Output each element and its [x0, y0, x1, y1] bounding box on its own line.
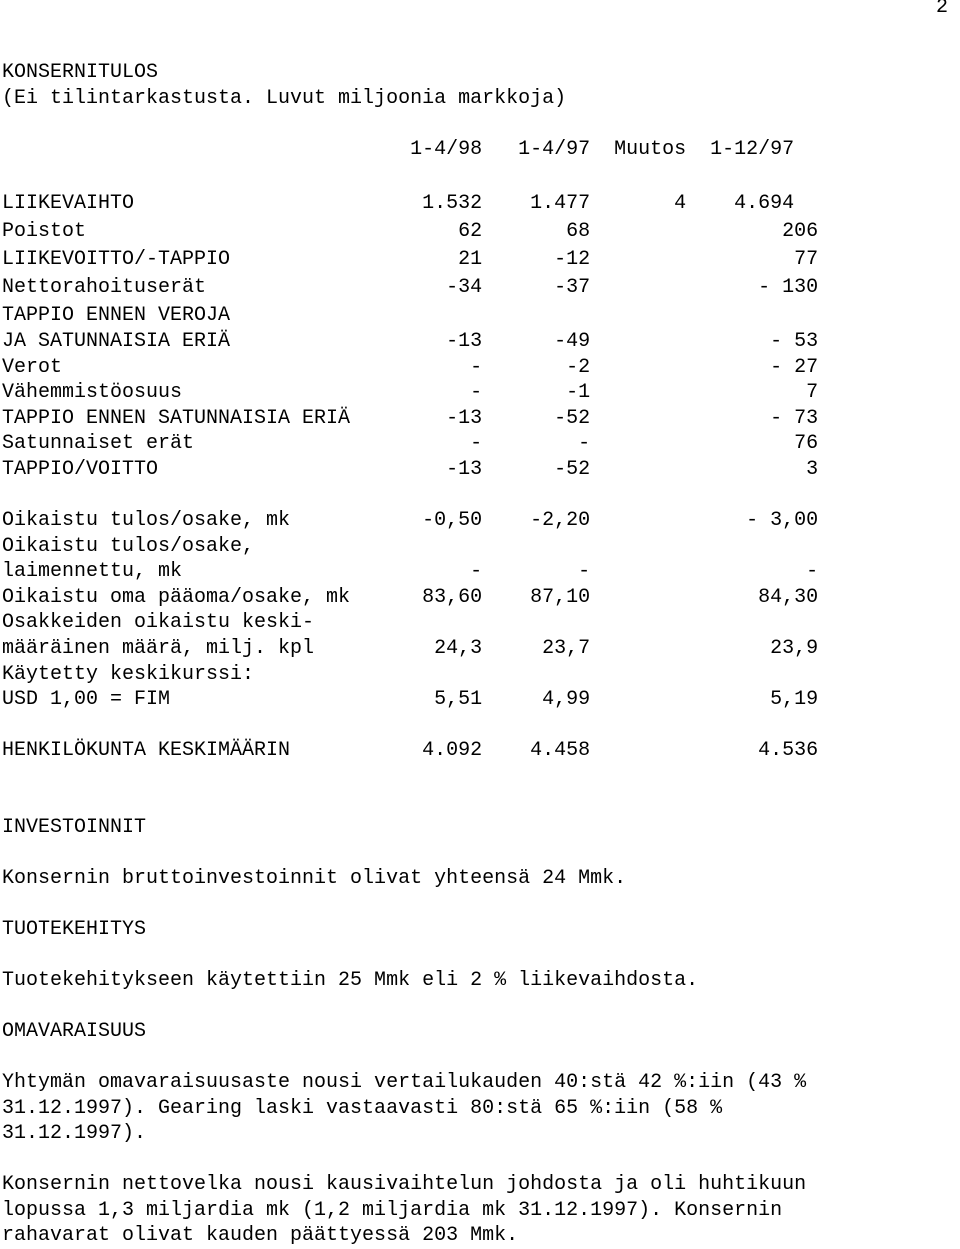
nettovelka-text-line: lopussa 1,3 miljardia mk (1,2 miljardia mk 31.12.1997). Konsernin	[2, 1199, 783, 1222]
table-row: LIIKEVOITTO/-TAPPIO 21 -12 77	[2, 248, 819, 271]
omavaraisuus-text-line: 31.12.1997).	[2, 1122, 147, 1145]
table-header: 1-4/98 1-4/97 Muutos 1-12/97	[2, 138, 795, 161]
table-row: USD 1,00 = FIM 5,51 4,99 5,19	[2, 688, 819, 711]
report-subtitle: (Ei tilintarkastusta. Luvut miljoonia markkoja)	[2, 87, 567, 110]
table-row: TAPPIO/VOITTO -13 -52 3	[2, 458, 819, 481]
table-row: määräinen määrä, milj. kpl 24,3 23,7 23,9	[2, 637, 819, 660]
table-row: laimennettu, mk - - -	[2, 560, 819, 583]
table-row: Osakkeiden oikaistu keski-	[2, 611, 315, 634]
table-row: TAPPIO ENNEN VEROJA	[2, 304, 231, 327]
table-row: LIIKEVAIHTO 1.532 1.477 4 4.694	[2, 192, 795, 215]
nettovelka-text-line: rahavarat olivat kauden päättyessä 203 Mmk.	[2, 1224, 519, 1247]
table-row: TAPPIO ENNEN SATUNNAISIA ERIÄ -13 -52 - 73	[2, 407, 819, 430]
table-row: Satunnaiset erät - - 76	[2, 432, 819, 455]
table-row: Verot - -2 - 27	[2, 356, 819, 379]
table-row: Oikaistu oma pääoma/osake, mk 83,60 87,10 84,30	[2, 586, 819, 609]
table-row: JA SATUNNAISIA ERIÄ -13 -49 - 53	[2, 330, 819, 353]
section-heading-omavaraisuus: OMAVARAISUUS	[2, 1020, 147, 1043]
section-heading-investoinnit: INVESTOINNIT	[2, 816, 147, 839]
table-row: Nettorahoituserät -34 -37 - 130	[2, 276, 819, 299]
table-row: Oikaistu tulos/osake, mk -0,50 -2,20 - 3,00	[2, 509, 819, 532]
tuotekehitys-text: Tuotekehitykseen käytettiin 25 Mmk eli 2 % liikevaihdosta.	[2, 969, 699, 992]
page-number: 2	[935, 0, 948, 19]
table-row: Käytetty keskikurssi:	[2, 663, 255, 686]
table-row: Poistot 62 68 206	[2, 220, 819, 243]
omavaraisuus-text-line: Yhtymän omavaraisuusaste nousi vertailukauden 40:stä 42 %:iin (43 %	[2, 1071, 807, 1094]
omavaraisuus-text-line: 31.12.1997). Gearing laski vastaavasti 80:stä 65 %:iin (58 %	[2, 1097, 723, 1120]
table-row: Oikaistu tulos/osake,	[2, 535, 255, 558]
section-heading-tuotekehitys: TUOTEKEHITYS	[2, 918, 147, 941]
table-row: HENKILÖKUNTA KESKIMÄÄRIN 4.092 4.458 4.536	[2, 739, 819, 762]
report-title: KONSERNITULOS	[2, 61, 159, 84]
table-row: Vähemmistöosuus - -1 7	[2, 381, 819, 404]
investoinnit-text: Konsernin bruttoinvestoinnit olivat yhteensä 24 Mmk.	[2, 867, 627, 890]
nettovelka-text-line: Konsernin nettovelka nousi kausivaihtelun johdosta ja oli huhtikuun	[2, 1173, 807, 1196]
